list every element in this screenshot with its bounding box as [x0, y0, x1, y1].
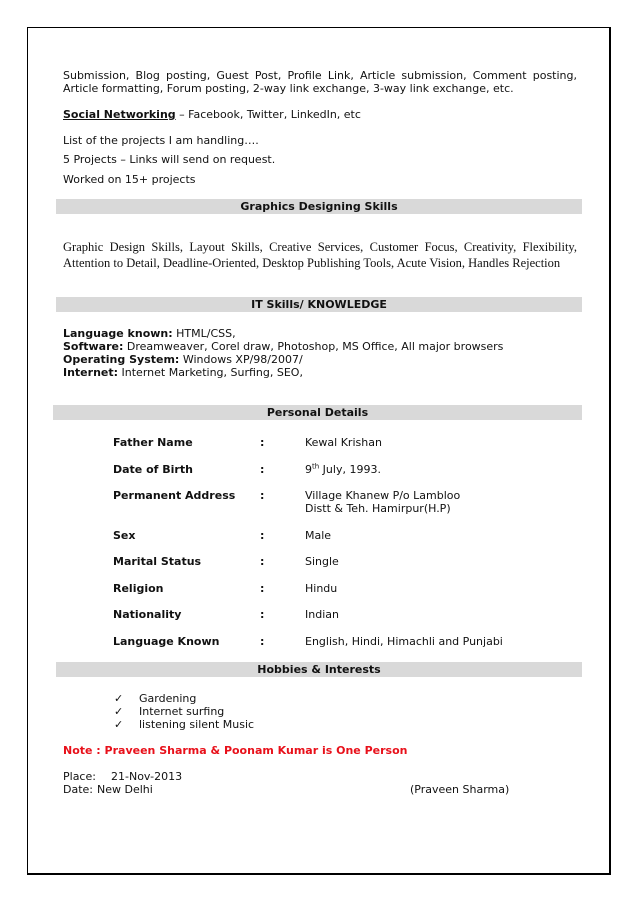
check-icon: ✓ [114, 692, 124, 705]
language-known-label: Language Known [113, 635, 220, 648]
social-networking-label: Social Networking [63, 108, 176, 121]
marital-status-label: Marital Status [113, 555, 202, 568]
dob-suffix: th [312, 462, 320, 471]
sex-value: Male [305, 529, 332, 542]
it-skill-label: Software: [63, 340, 124, 353]
religion-value: Hindu [305, 582, 338, 595]
it-skill-os [63, 353, 303, 366]
marital-status-value: Single [305, 555, 339, 568]
separator: : [260, 582, 265, 595]
dob-label: Date of Birth [113, 463, 193, 476]
sex-label: Sex [113, 529, 136, 542]
separator: : [260, 608, 265, 621]
hobbies-heading: Hobbies & Interests [56, 662, 582, 677]
language-known-value: English, Hindi, Himachli and Punjabi [305, 635, 503, 648]
it-skill-label: Language known: [63, 327, 173, 340]
separator: : [260, 436, 265, 449]
separator: : [260, 489, 265, 502]
check-icon: ✓ [114, 705, 124, 718]
father-name-value: Kewal Krishan [305, 436, 382, 449]
place-value: 21-Nov-2013 [111, 770, 183, 783]
check-icon: ✓ [114, 718, 124, 731]
graphics-heading: Graphics Designing Skills [56, 199, 582, 214]
religion-label: Religion [113, 582, 164, 595]
nationality-label: Nationality [113, 608, 182, 621]
it-skills-heading: IT Skills/ KNOWLEDGE [56, 297, 582, 312]
graphics-line-1: Graphic Design Skills, Layout Skills, Creative Services, Customer Focus, Creativity, Flexibility, [63, 240, 577, 254]
address-label: Permanent Address [113, 489, 236, 502]
it-skill-label: Internet: [63, 366, 119, 379]
hobby-item: Internet surfing [139, 705, 225, 718]
it-skill-value: Internet Marketing, Surfing, SEO, [118, 366, 303, 379]
it-skill-value: Windows XP/98/2007/ [179, 353, 303, 366]
separator: : [260, 463, 265, 476]
it-skill-label: Operating System: [63, 353, 180, 366]
hobby-item: Gardening [139, 692, 197, 705]
dob-value [305, 463, 381, 476]
address-line-2: Distt & Teh. Hamirpur(H.P) [305, 502, 451, 515]
intro-line-1: Submission, Blog posting, Guest Post, Profile Link, Article submission, Comment posting, [63, 69, 577, 82]
projects-count: 5 Projects – Links will send on request. [63, 153, 276, 166]
dob-rest: July, 1993. [319, 463, 381, 476]
projects-line: List of the projects I am handling…. [63, 134, 259, 147]
signature: (Praveen Sharma) [410, 783, 510, 796]
nationality-value: Indian [305, 608, 339, 621]
it-skill-value: Dreamweaver, Corel draw, Photoshop, MS Office, All major browsers [123, 340, 504, 353]
personal-details-heading: Personal Details [53, 405, 582, 420]
separator: : [260, 529, 265, 542]
date-label: Date: [63, 783, 93, 796]
it-skill-languages [63, 327, 236, 340]
it-skill-value: HTML/CSS, [172, 327, 236, 340]
place-label: Place: [63, 770, 96, 783]
separator: : [260, 635, 265, 648]
dob-day: 9 [305, 463, 312, 476]
separator: : [260, 555, 265, 568]
father-name-label: Father Name [113, 436, 193, 449]
address-line-1: Village Khanew P/o Lambloo [305, 489, 461, 502]
note: Note : Praveen Sharma & Poonam Kumar is One Person [63, 744, 408, 757]
date-value: New Delhi [97, 783, 153, 796]
worked-on: Worked on 15+ projects [63, 173, 196, 186]
it-skill-internet [63, 366, 303, 379]
it-skill-software [63, 340, 503, 353]
social-networking-line [63, 108, 361, 121]
hobby-item: listening silent Music [139, 718, 255, 731]
social-networking-text: – Facebook, Twitter, LinkedIn, etc [175, 108, 361, 121]
intro-line-2: Article formatting, Forum posting, 2-way link exchange, 3-way link exchange, etc. [63, 82, 514, 95]
graphics-line-2: Attention to Detail, Deadline-Oriented, Desktop Publishing Tools, Acute Vision, Handles Rejection [63, 256, 561, 270]
